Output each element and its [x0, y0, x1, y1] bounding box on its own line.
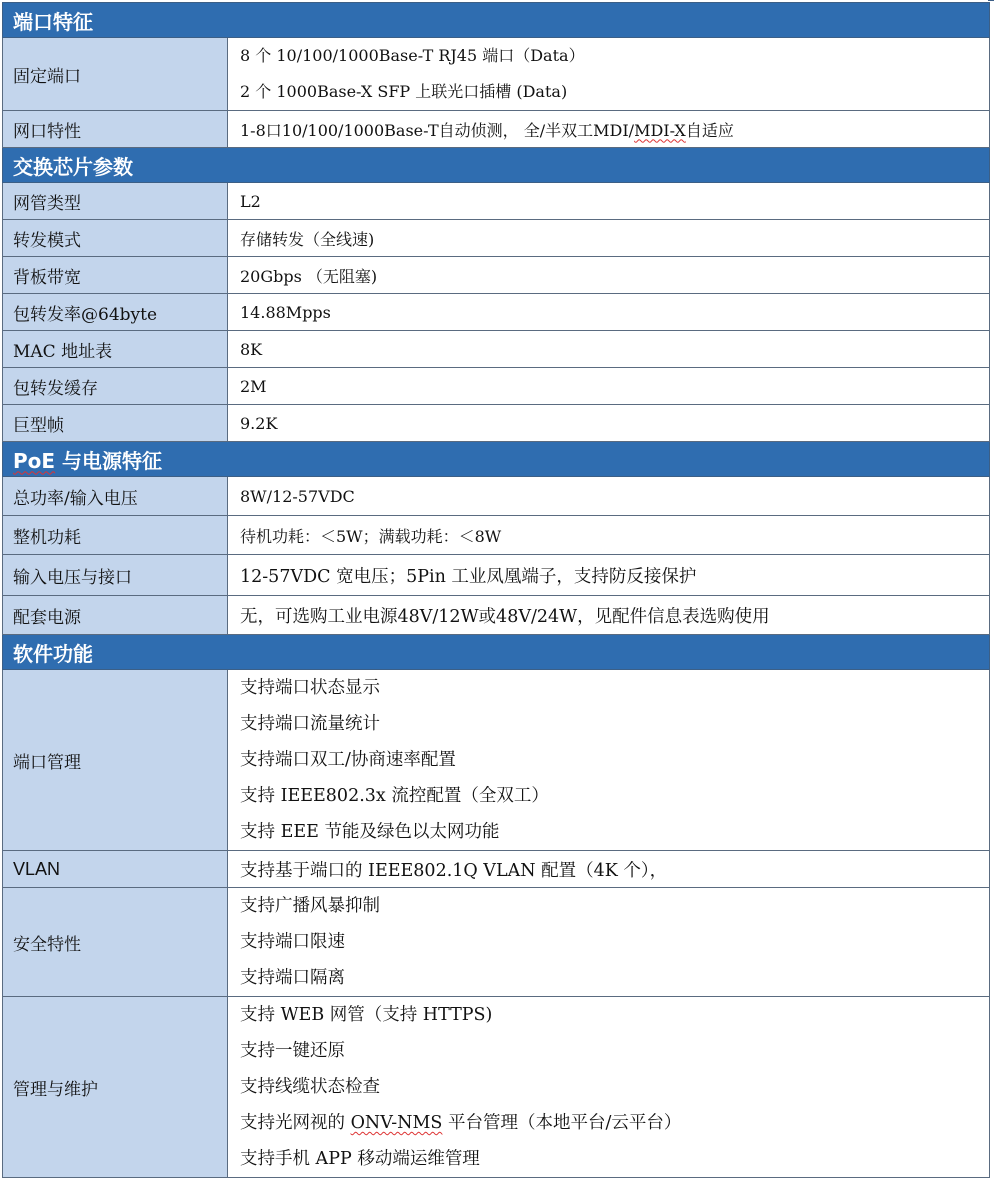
row-value: 20Gbps （无阻塞) [228, 257, 990, 294]
section-title: 软件功能 [3, 635, 990, 670]
spec-table [2, 2, 990, 1178]
section-title-text: 与电源特征 [55, 448, 163, 473]
row-chip-2 [3, 257, 990, 294]
row-value: 14.88Mpps [228, 294, 990, 331]
value-line: 支持广播风暴抑制 [240, 896, 380, 916]
row-poe-3 [3, 596, 990, 635]
row-label: 巨型帧 [3, 405, 228, 442]
value-line [240, 1105, 989, 1141]
row-label: 输入电压与接口 [3, 555, 228, 596]
section-header-chip [3, 148, 990, 183]
row-label: 网口特性 [3, 111, 228, 148]
row-label: 管理与维护 [3, 997, 228, 1178]
row-label: 固定端口 [3, 38, 228, 111]
row-chip-3 [3, 294, 990, 331]
row-fixed-port [3, 38, 990, 111]
value-line: 支持 WEB 网管（支持 HTTPS) [240, 1005, 493, 1025]
row-label: 总功率/输入电压 [3, 477, 228, 516]
value-line: 8 个 10/100/1000Base-T RJ45 端口（Data） [240, 46, 585, 65]
row-value [228, 888, 990, 997]
row-value: 8K [228, 331, 990, 368]
section-title [3, 442, 990, 477]
value-line: 支持 IEEE802.3x 流控配置（全双工） [240, 786, 549, 806]
section-title: 交换芯片参数 [3, 148, 990, 183]
row-value: 存储转发（全线速) [228, 220, 990, 257]
row-value: 2M [228, 368, 990, 405]
row-chip-5 [3, 368, 990, 405]
row-label: 安全特性 [3, 888, 228, 997]
value-text: 平台管理（本地平台/云平台） [442, 1113, 682, 1133]
row-net-port [3, 111, 990, 148]
value-line: 2 个 1000Base-X SFP 上联光口插槽 (Data) [240, 82, 568, 101]
row-chip-4 [3, 331, 990, 368]
corner-line [988, 0, 994, 1]
value-line: 支持一键还原 [240, 1041, 345, 1061]
row-label: 包转发缓存 [3, 368, 228, 405]
row-poe-0 [3, 477, 990, 516]
row-value [228, 997, 990, 1178]
row-value: 支持基于端口的 IEEE802.1Q VLAN 配置（4K 个）， [228, 851, 990, 888]
row-management [3, 997, 990, 1178]
row-value: 12-57VDC 宽电压；5Pin 工业凤凰端子，支持防反接保护 [228, 555, 990, 596]
value-text: 自适应 [685, 120, 734, 140]
row-label: MAC 地址表 [3, 331, 228, 368]
section-header-poe [3, 442, 990, 477]
value-line: 支持端口双工/协商速率配置 [240, 750, 456, 770]
row-value [228, 38, 990, 111]
row-poe-1 [3, 516, 990, 555]
row-value: 无，可选购工业电源48V/12W或48V/24W，见配件信息表选购使用 [228, 596, 990, 635]
section-header-port [3, 3, 990, 38]
section-header-software [3, 635, 990, 670]
row-label: 网管类型 [3, 183, 228, 220]
row-label: 转发模式 [3, 220, 228, 257]
spellcheck-text: ONV-NMS [350, 1113, 443, 1133]
row-security [3, 888, 990, 997]
row-chip-6 [3, 405, 990, 442]
value-line: 支持端口隔离 [240, 968, 345, 988]
row-label: 背板带宽 [3, 257, 228, 294]
value-text: 支持光网视的 [240, 1113, 351, 1133]
row-label: 包转发率@64byte [3, 294, 228, 331]
row-value: 8W/12-57VDC [228, 477, 990, 516]
row-label: VLAN [3, 851, 228, 888]
row-port-management [3, 670, 990, 851]
row-value [228, 111, 990, 148]
row-poe-2 [3, 555, 990, 596]
row-label: 整机功耗 [3, 516, 228, 555]
spellcheck-text: PoE [13, 448, 56, 473]
row-vlan [3, 851, 990, 888]
row-value: 9.2K [228, 405, 990, 442]
row-label: 端口管理 [3, 670, 228, 851]
row-chip-0 [3, 183, 990, 220]
value-line: 支持端口限速 [240, 932, 345, 952]
value-line: 支持 EEE 节能及绿色以太网功能 [240, 822, 500, 842]
value-line: 支持端口流量统计 [240, 714, 380, 734]
row-chip-1 [3, 220, 990, 257]
value-line: 支持手机 APP 移动端运维管理 [240, 1149, 480, 1169]
value-line: 支持线缆状态检查 [240, 1077, 380, 1097]
row-value [228, 670, 990, 851]
value-text: 1-8口10/100/1000Base-T自动侦测， 全/半双工MDI/ [240, 120, 635, 140]
row-value: L2 [228, 183, 990, 220]
spellcheck-text: MDI-X [634, 120, 686, 140]
value-line: 支持端口状态显示 [240, 678, 380, 698]
section-title: 端口特征 [3, 3, 990, 38]
row-value: 待机功耗：＜5W；满载功耗：＜8W [228, 516, 990, 555]
row-label: 配套电源 [3, 596, 228, 635]
